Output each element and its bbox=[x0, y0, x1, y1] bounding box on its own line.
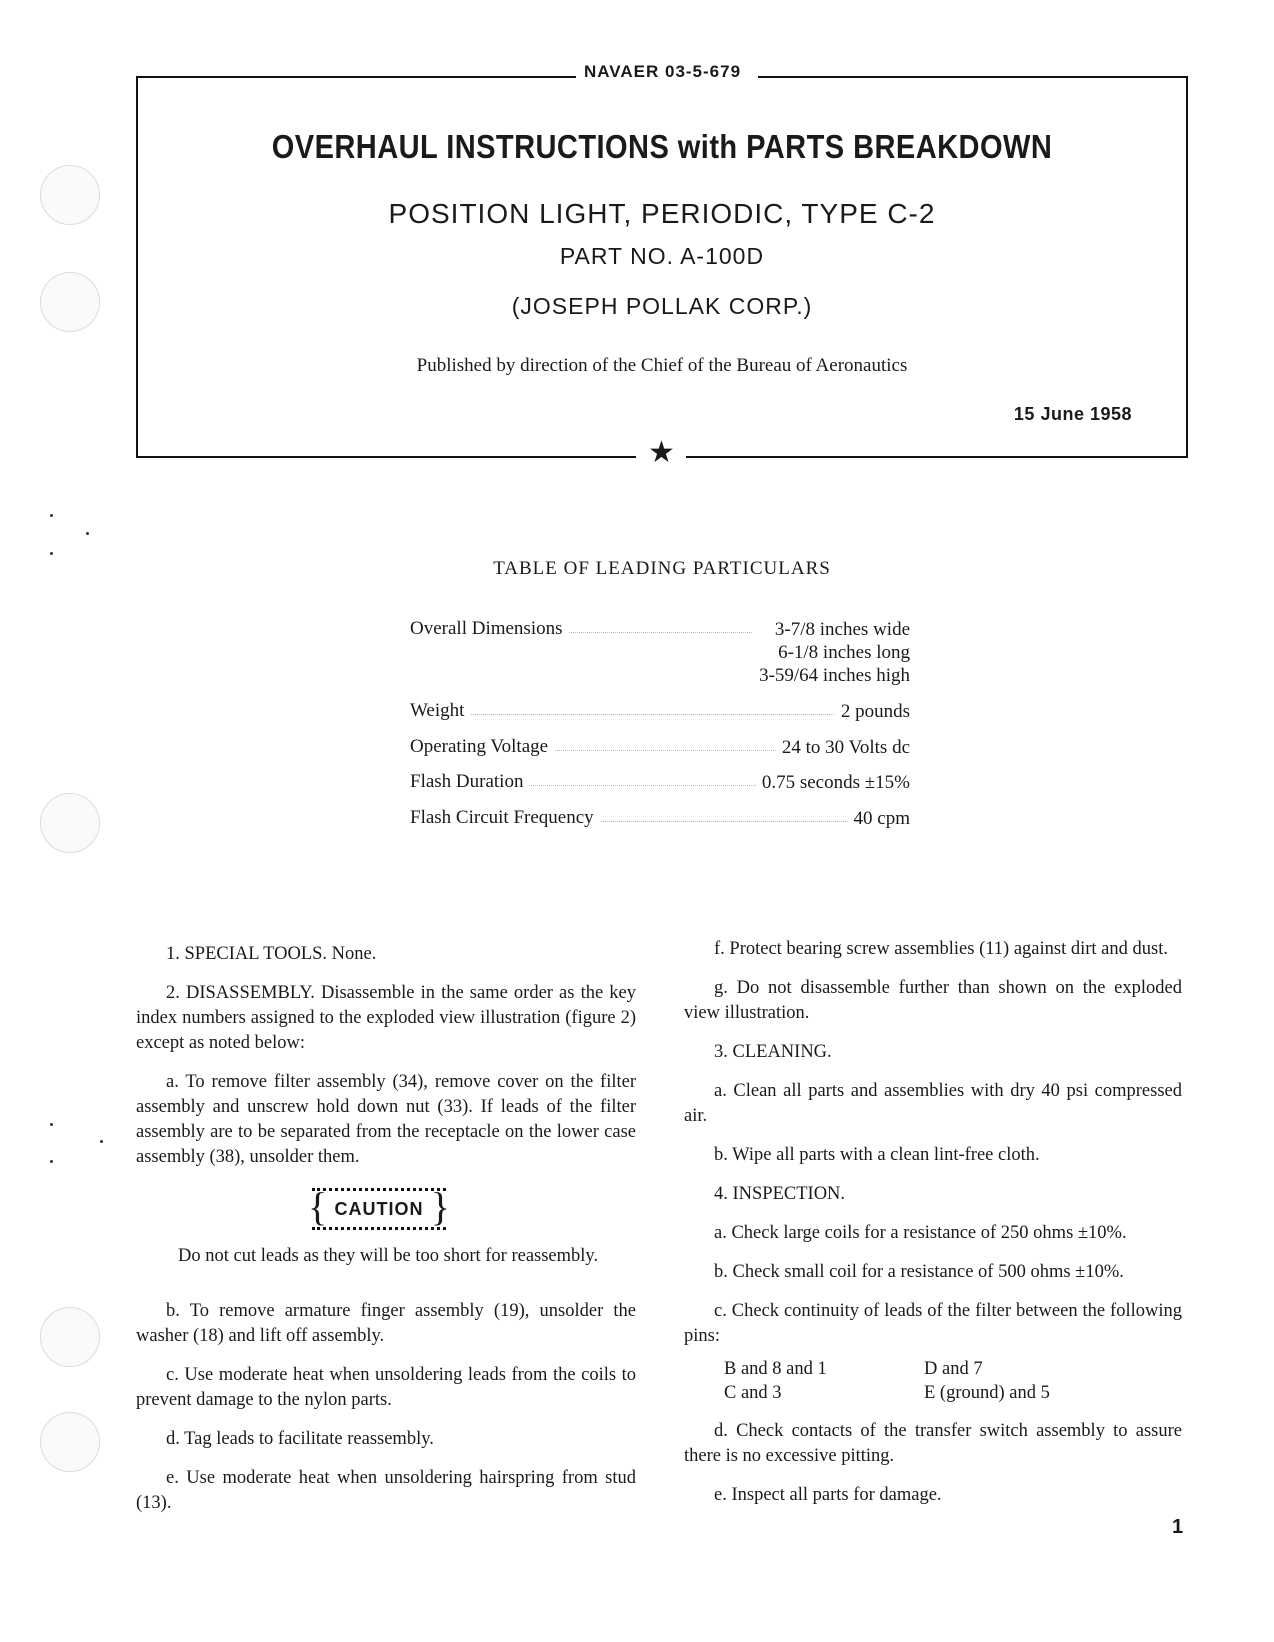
page-title: OVERHAUL INSTRUCTIONS with PARTS BREAKDOWN bbox=[271, 128, 1053, 165]
particulars-label: Operating Voltage bbox=[410, 736, 554, 757]
pin-pair: C and 3 bbox=[724, 1383, 782, 1403]
punch-hole bbox=[40, 793, 100, 853]
particulars-label: Flash Duration bbox=[410, 771, 529, 792]
inspection-step-e: e. Inspect all parts for damage. bbox=[714, 1485, 942, 1505]
disassembly-step-g: g. Do not disassemble further than shown on the exploded view illustration. bbox=[684, 978, 1182, 1023]
section-disassembly: 2. DISASSEMBLY. Disassemble in the same order as the key index numbers assigned to the exploded view illustration (figure 2) except as noted below: bbox=[136, 983, 636, 1053]
subtitle: POSITION LIGHT, PERIODIC, TYPE C-2 bbox=[388, 198, 936, 229]
pin-pair: E (ground) and 5 bbox=[924, 1383, 1050, 1403]
disassembly-step-c: c. Use moderate heat when unsoldering leads from the coils to prevent damage to the nylon parts. bbox=[136, 1365, 636, 1410]
frame-line bbox=[1186, 76, 1188, 458]
frame-line bbox=[136, 76, 138, 458]
particulars-label: Flash Circuit Frequency bbox=[410, 807, 600, 828]
star-icon: ★ bbox=[648, 436, 675, 469]
doc-number: NAVAER 03-5-679 bbox=[578, 62, 747, 82]
frame-line bbox=[138, 76, 576, 78]
pin-pair: D and 7 bbox=[924, 1359, 983, 1379]
cleaning-step-b: b. Wipe all parts with a clean lint-free cloth. bbox=[714, 1145, 1040, 1165]
section-special-tools: 1. SPECIAL TOOLS. None. bbox=[166, 944, 377, 964]
particulars-value: 24 to 30 Volts dc bbox=[776, 736, 910, 759]
particulars-value: 40 cpm bbox=[848, 807, 910, 830]
section-cleaning: 3. CLEANING. bbox=[714, 1042, 832, 1062]
inspection-step-a: a. Check large coils for a resistance of 250 ohms ±10%. bbox=[714, 1223, 1127, 1243]
punch-hole bbox=[40, 1307, 100, 1367]
particulars-label: Overall Dimensions bbox=[410, 618, 569, 639]
cleaning-step-a: a. Clean all parts and assemblies with dry 40 psi compressed air. bbox=[684, 1081, 1182, 1126]
pin-pair: B and 8 and 1 bbox=[724, 1359, 827, 1379]
disassembly-step-d: d. Tag leads to facilitate reassembly. bbox=[166, 1429, 434, 1449]
scan-mark bbox=[50, 552, 53, 555]
left-column bbox=[136, 942, 636, 1530]
particulars-value: 3-59/64 inches high bbox=[753, 664, 910, 687]
inspection-step-d: d. Check contacts of the transfer switch assembly to assure there is no excessive pitting. bbox=[684, 1421, 1182, 1466]
right-column bbox=[684, 937, 1182, 1522]
particulars-value: 3-7/8 inches wide bbox=[753, 618, 910, 641]
disassembly-step-a: a. To remove filter assembly (34), remove cover on the filter assembly and unscrew hold down nut (33). If leads of the filter assembly are to be separated from the receptacle on the lower case assembly (38), unsolder them. bbox=[136, 1072, 636, 1167]
particulars-title: TABLE OF LEADING PARTICULARS bbox=[493, 558, 831, 579]
brace-icon: } bbox=[430, 1184, 450, 1229]
particulars-value: 6-1/8 inches long bbox=[753, 641, 910, 664]
frame-line bbox=[758, 76, 1188, 78]
brace-icon: { bbox=[308, 1184, 328, 1229]
disassembly-step-b: b. To remove armature finger assembly (19), unsolder the washer (18) and lift off assembly. bbox=[136, 1301, 636, 1346]
pin-list bbox=[684, 1357, 1182, 1407]
scan-mark bbox=[50, 1160, 53, 1163]
punch-hole bbox=[40, 165, 100, 225]
frame-line bbox=[136, 456, 636, 458]
publication-date: 15 June 1958 bbox=[1013, 404, 1132, 424]
inspection-step-c: c. Check continuity of leads of the filter between the following pins: bbox=[684, 1301, 1182, 1346]
publisher-line: Published by direction of the Chief of the Bureau of Aeronautics bbox=[416, 355, 908, 376]
frame-line bbox=[686, 456, 1188, 458]
part-number: PART NO. A-100D bbox=[559, 243, 765, 269]
scan-mark bbox=[50, 1123, 53, 1126]
particulars-label: Weight bbox=[410, 700, 470, 721]
caution-text: Do not cut leads as they will be too short for reassembly. bbox=[178, 1246, 599, 1266]
scan-mark bbox=[50, 514, 53, 517]
disassembly-step-e: e. Use moderate heat when unsoldering hairspring from stud (13). bbox=[136, 1468, 636, 1513]
caution-badge bbox=[308, 1184, 450, 1230]
punch-hole bbox=[40, 1412, 100, 1472]
punch-hole bbox=[40, 272, 100, 332]
section-inspection: 4. INSPECTION. bbox=[714, 1184, 846, 1204]
disassembly-step-f: f. Protect bearing screw assemblies (11) against dirt and dust. bbox=[714, 939, 1168, 959]
page-number: 1 bbox=[1172, 1516, 1184, 1538]
manufacturer: (JOSEPH POLLAK CORP.) bbox=[511, 293, 813, 319]
particulars-value: 2 pounds bbox=[835, 700, 910, 723]
particulars-value: 0.75 seconds ±15% bbox=[756, 771, 910, 794]
scan-mark bbox=[86, 532, 89, 535]
caution-label: CAUTION bbox=[334, 1199, 424, 1219]
scan-mark bbox=[100, 1140, 103, 1143]
inspection-step-b: b. Check small coil for a resistance of 500 ohms ±10%. bbox=[714, 1262, 1124, 1282]
